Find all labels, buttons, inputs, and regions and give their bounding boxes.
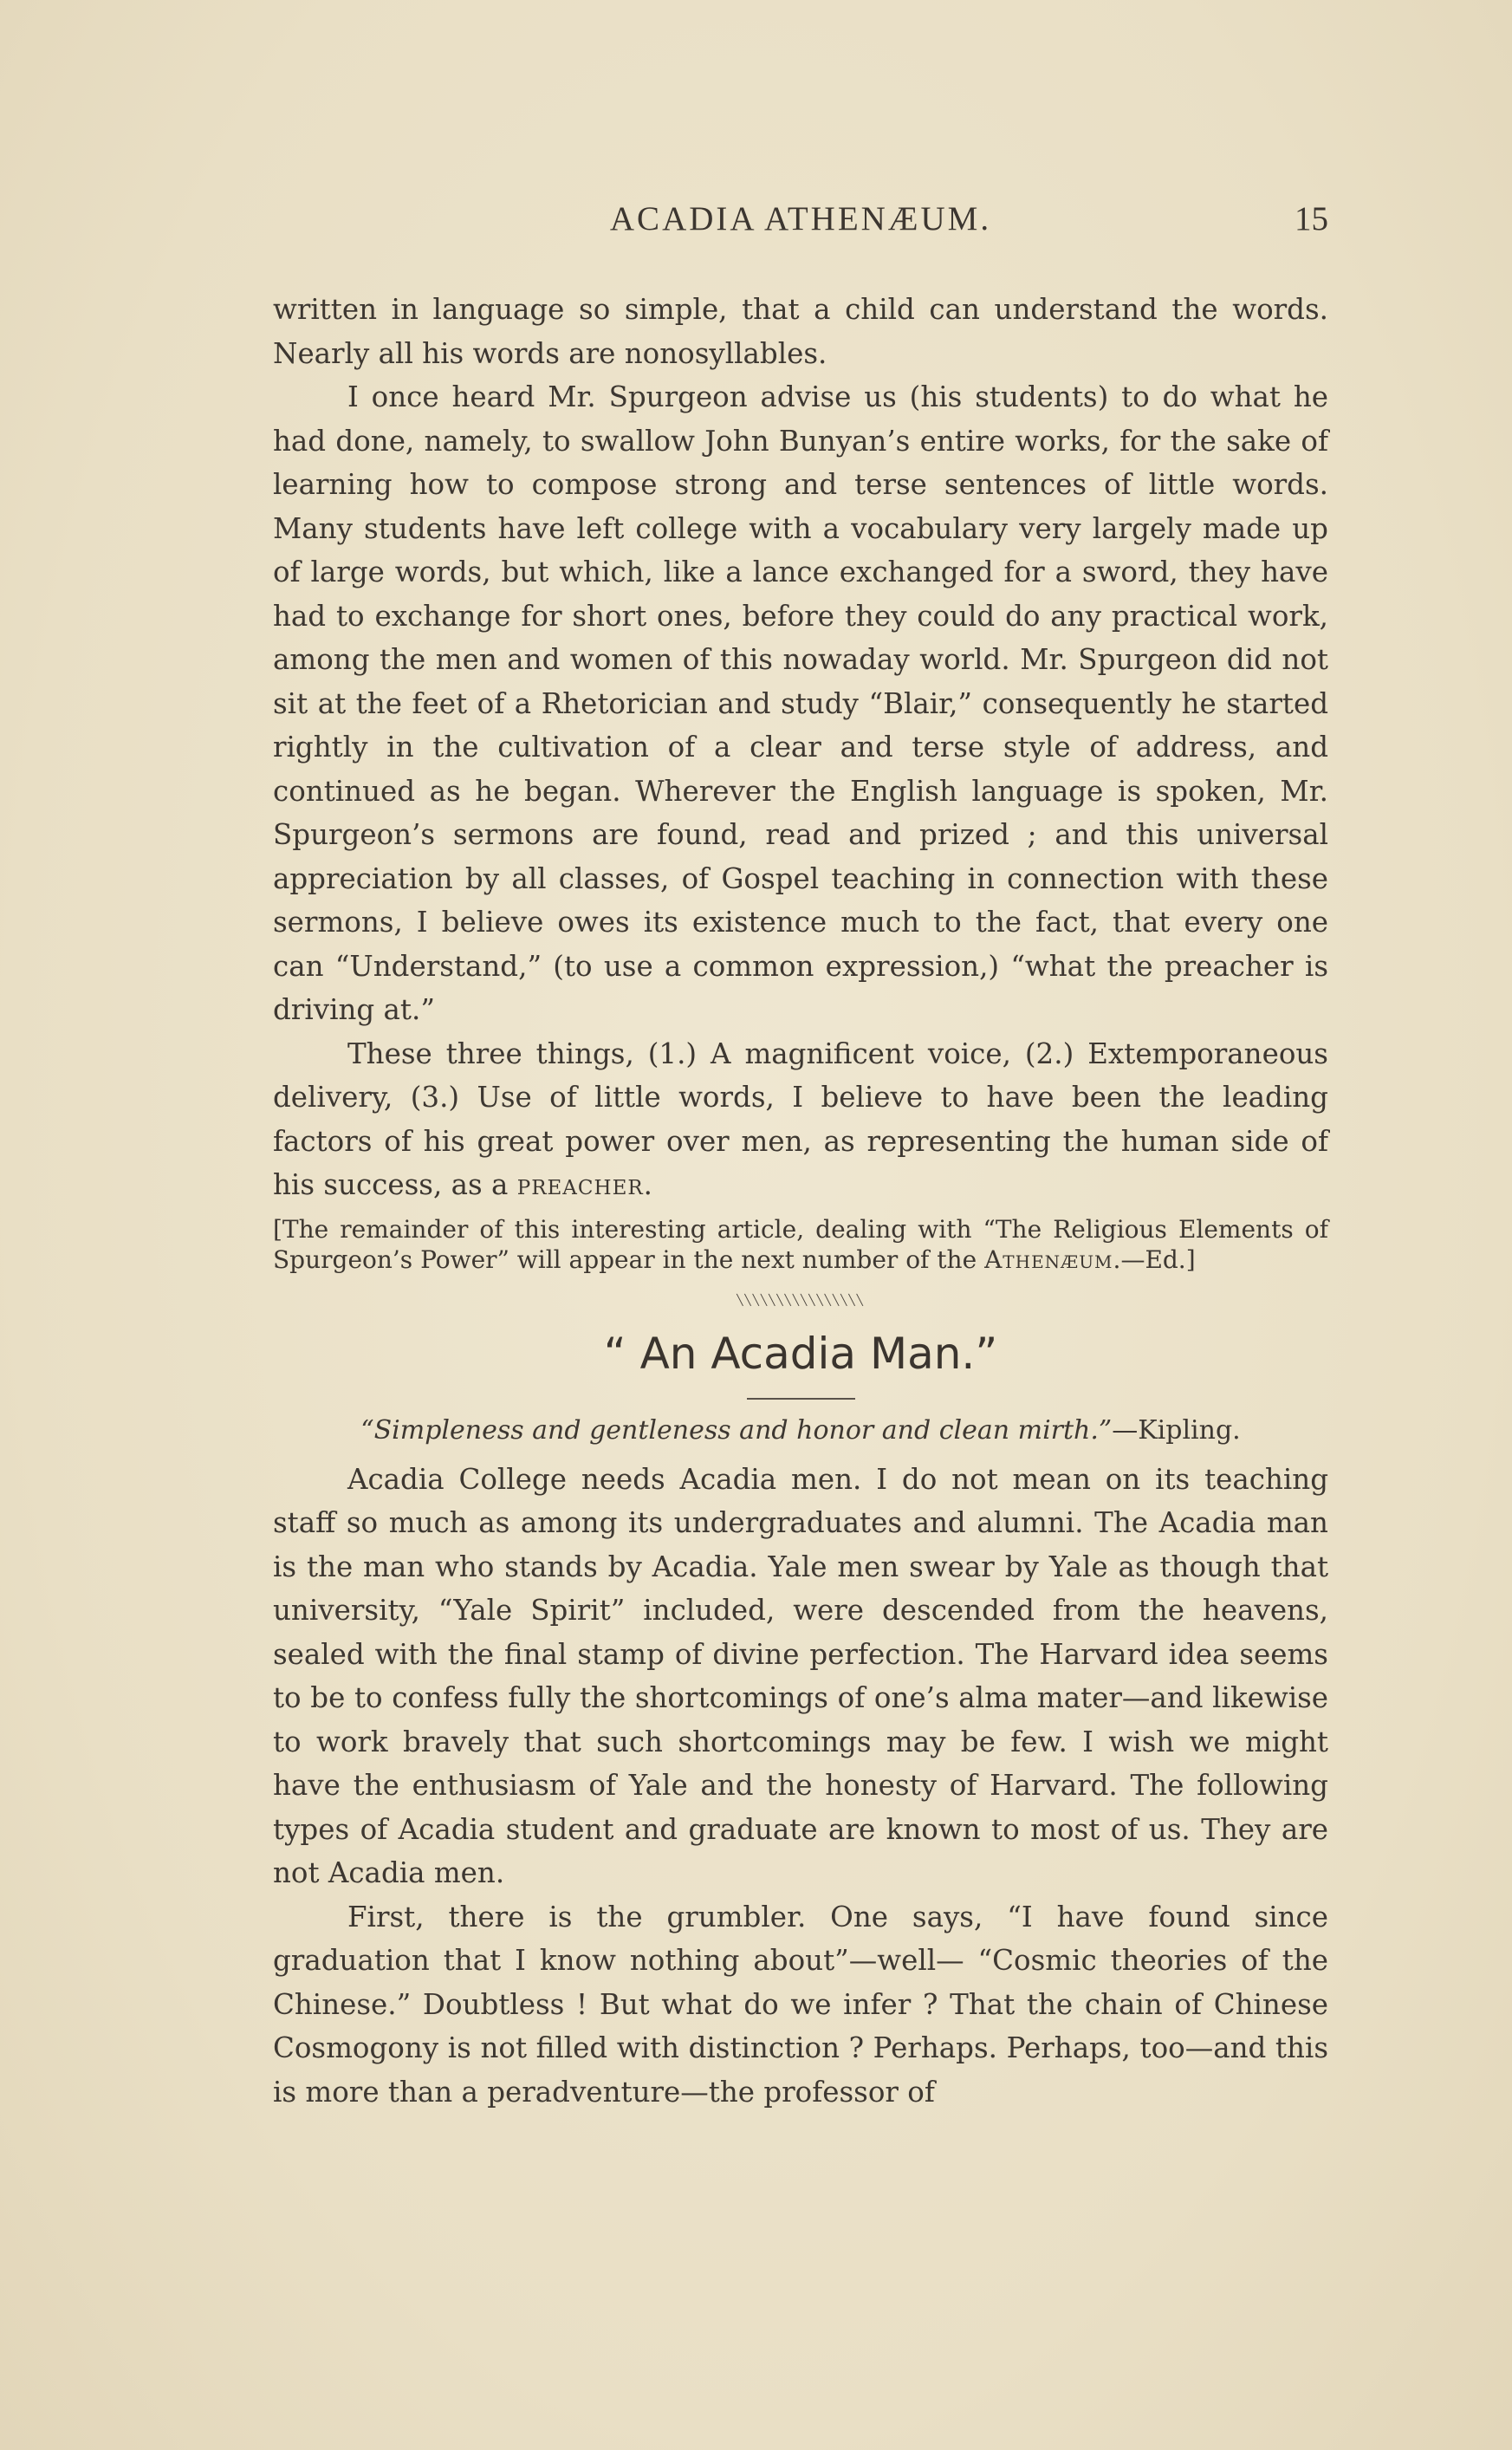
paragraph: I once heard Mr. Spurgeon advise us (his students) to do what he had done, namely, to swallow John Bunyan’s entire works, for the sake of learning how to compose strong and terse sentences of little words. Many students have left college with a vocabulary very largely made up of large words, but which, like a lance exchanged for a sword, they have had to exchange for short ones, before they could do any practical work, among the men and women of this nowaday world. Mr. Spurgeon did not sit at the feet of a Rhetorician and study “Blair,” consequently he started rightly in the cultivation of a clear and terse style of address, and continued as he began. Wherever the English language is spoken, Mr. Spurgeon’s sermons are found, read and prized ; and this universal appreciation by all classes, of Gospel teaching in connection with these sermons, I believe owes its existence much to the fact, that every one can “Understand,” (to use a common expression,) “what the preacher is driving at.” — [273, 380, 1328, 1026]
epigraph-attribution: —Kipling. — [1112, 1414, 1241, 1446]
editor-note-end: .—Ed.] — [1113, 1244, 1196, 1274]
title-rule — [747, 1398, 855, 1400]
epigraph-quote: “Simpleness and gentleness and honor and clean mirth.” — [360, 1414, 1113, 1446]
paragraph: Acadia College needs Acadia men. I do not mean on its teaching staff so much as among its undergraduates and alumni. The Acadia man is the man who stands by Acadia. Yale men swear by Yale as though that university, “Yale Spirit” included, were descended from the heavens, sealed with the final stamp of divine perfection. The Harvard idea seems to be to confess fully the shortcomings of one’s alma mater—and likewise to work bravely that such shortcomings may be few. I wish we might have the enthusiasm of Yale and the honesty of Harvard. The following types of Acadia student and graduate are known to most of us. They are not Acadia men. — [273, 1462, 1328, 1889]
journal-title: ACADIA ATHENÆUM. — [609, 200, 992, 237]
epigraph — [273, 1415, 1328, 1446]
preacher-smallcaps: preacher. — [516, 1168, 654, 1201]
running-head — [273, 191, 1328, 243]
article-spurgeon-body — [273, 288, 1328, 1207]
closing-paragraph — [273, 1032, 1328, 1207]
article-acadia-body — [273, 1458, 1328, 2115]
section-ornament: ╲╲╲╲╲╲╲╲╲╲╲╲╲╲╲╲ — [737, 1293, 865, 1306]
paragraph: written in language so simple, that a child can understand the words. Nearly all his words are nonosyllables. — [273, 293, 1328, 370]
editor-note-text: [The remainder of this interesting article, dealing with “The Religious Elements of Spurgeon’s Power” will appear in the next number of the — [273, 1214, 1328, 1274]
closing-paragraph-text: These three things, (1.) A magnificent voice, (2.) Extemporaneous delivery, (3.) Use of little words, I believe to have been the leading factors of his great power over men, as representing the human side of his success, as a — [273, 1037, 1328, 1201]
editor-note — [273, 1214, 1328, 1275]
article-title: “ An Acadia Man.” — [603, 1328, 998, 1379]
paragraph: First, there is the grumbler. One says, “I have found since graduation that I know nothing about”—well— “Cosmic theories of the Chinese.” Doubtless ! But what do we infer ? That the chain of Chinese Cosmogony is not filled with distinction ? Perhaps. Perhaps, too—and this is more than a peradventure—the professor of — [273, 1900, 1328, 2109]
page-number: 15 — [1295, 200, 1328, 237]
editor-note-journal: Athenæum — [984, 1244, 1113, 1274]
page — [273, 191, 1328, 2114]
